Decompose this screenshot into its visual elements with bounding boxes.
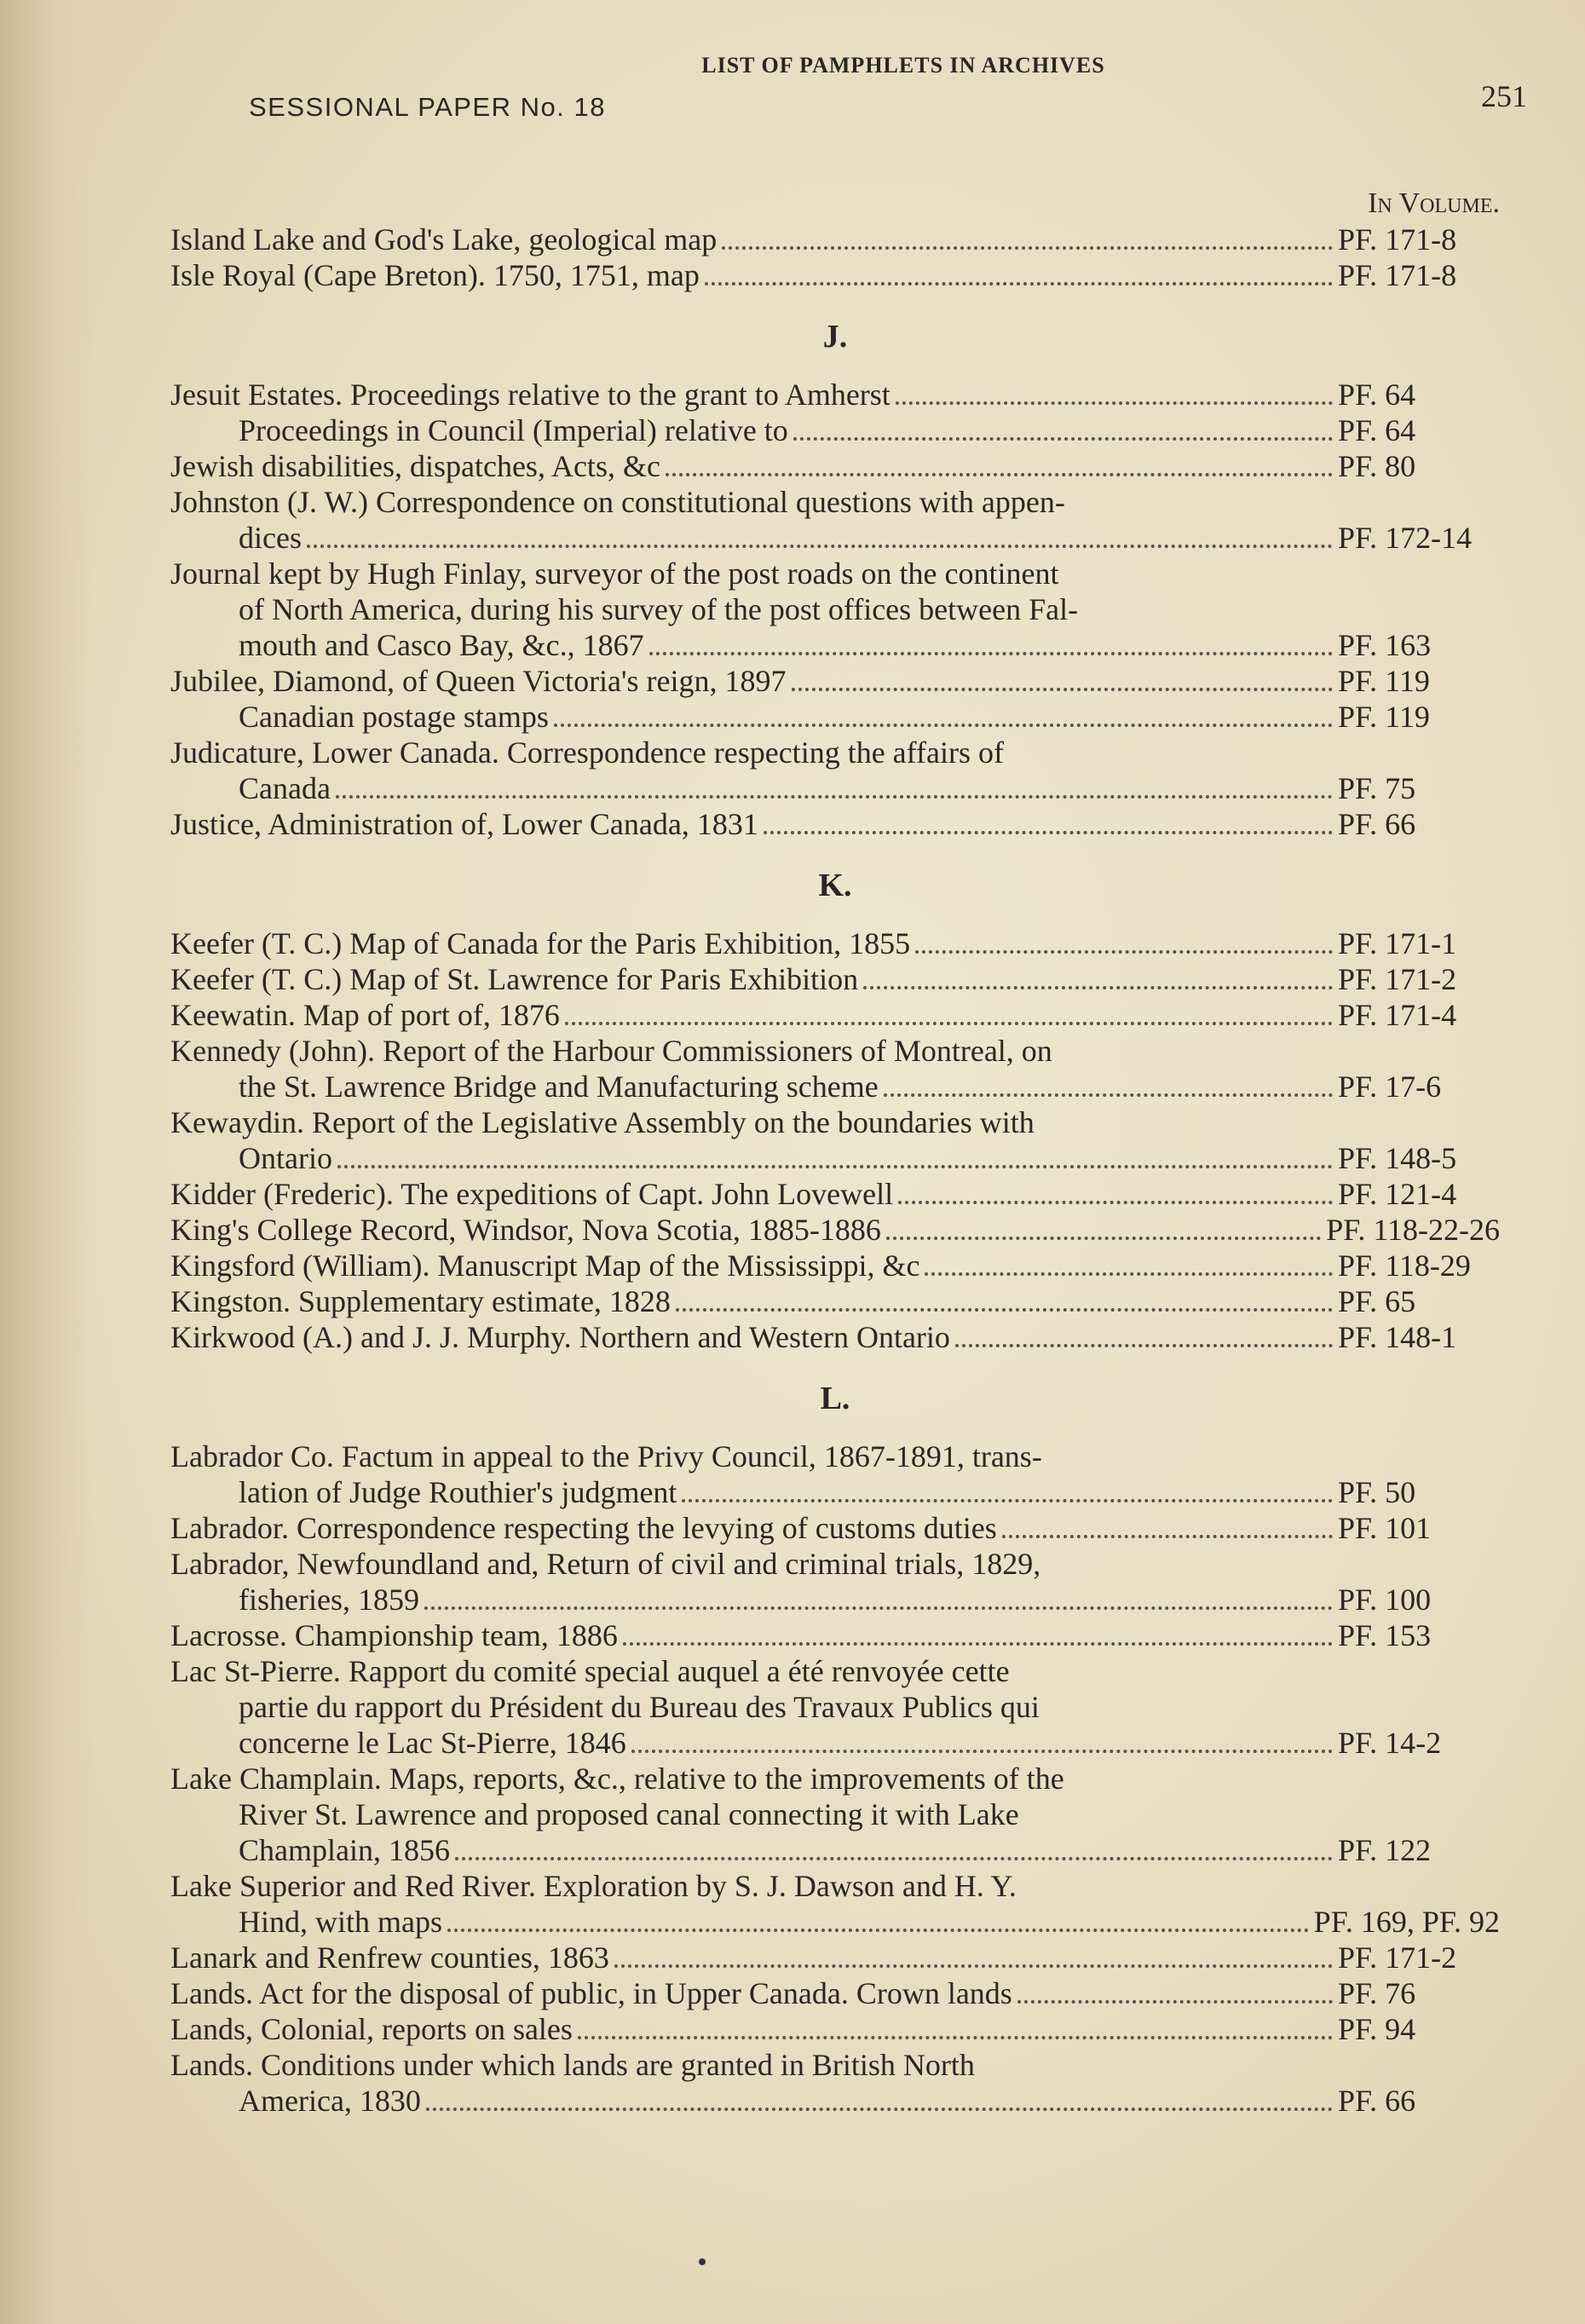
entry-text: Jewish disabilities, dispatches, Acts, &c	[170, 449, 660, 483]
volume-reference: PF. 100	[1338, 1583, 1432, 1617]
volume-reference: PF. 65	[1338, 1284, 1416, 1318]
section-letter: K.	[818, 868, 852, 903]
leader-dots	[915, 950, 1333, 954]
leader-dots	[631, 1750, 1333, 1753]
entry-line	[170, 1725, 1500, 1761]
entry-text: Ontario	[239, 1141, 332, 1175]
entry-text: Johnston (J. W.) Correspondence on constitutional questions with appen-	[170, 485, 1065, 519]
volume-reference: PF. 171-4	[1338, 998, 1457, 1032]
entry-line	[170, 257, 1500, 293]
entry-text: Lake Superior and Red River. Exploration by S. J. Dawson and H. Y.	[170, 1869, 1017, 1903]
entry-line	[170, 1975, 1500, 2011]
entry-text: Isle Royal (Cape Breton). 1750, 1751, map	[170, 258, 700, 292]
volume-reference: PF. 171-2	[1338, 962, 1457, 996]
entry-text: Kirkwood (A.) and J. J. Murphy. Northern and Western Ontario	[170, 1320, 950, 1354]
index-sections	[170, 222, 1500, 2119]
leader-dots	[792, 688, 1334, 691]
index-entry	[170, 926, 1500, 961]
volume-reference: PF. 171-8	[1338, 222, 1457, 257]
index-entry	[170, 961, 1500, 997]
leader-dots	[705, 282, 1333, 285]
leader-dots	[307, 545, 1333, 548]
entry-text: mouth and Casco Bay, &c., 1867	[239, 628, 644, 662]
entry-text: dices	[239, 521, 302, 555]
volume-reference: PF. 153	[1338, 1618, 1432, 1652]
volume-reference: PF. 121-4	[1338, 1177, 1457, 1211]
entry-text: Champlain, 1856	[239, 1833, 450, 1867]
entry-text: Kingston. Supplementary estimate, 1828	[170, 1284, 671, 1318]
volume-reference: PF. 119	[1338, 664, 1430, 698]
volume-reference: PF. 171-1	[1338, 926, 1457, 960]
volume-reference: PF. 101	[1338, 1511, 1432, 1545]
entry-line	[170, 1140, 1500, 1176]
volume-reference: PF. 171-8	[1338, 258, 1457, 292]
volume-reference: PF. 118-22-26	[1326, 1213, 1500, 1247]
entry-text: Canada	[239, 771, 331, 805]
entry-line	[170, 1439, 1500, 1474]
volume-reference: PF. 148-1	[1338, 1320, 1457, 1354]
leader-dots	[336, 795, 1333, 799]
entry-text: Proceedings in Council (Imperial) relative to	[239, 413, 788, 447]
leader-dots	[578, 2036, 1333, 2039]
leader-dots	[455, 1857, 1333, 1860]
section-letter: J.	[822, 319, 848, 355]
entry-line	[170, 1653, 1500, 1689]
index-entry	[170, 1439, 1500, 1510]
index-content	[170, 186, 1500, 2119]
leader-dots	[863, 986, 1333, 989]
index-entry	[170, 1033, 1500, 1104]
page-number: 251	[1481, 79, 1527, 113]
index-entry	[170, 2011, 1500, 2047]
entry-text: America, 1830	[239, 2084, 421, 2118]
entry-line	[170, 699, 1500, 735]
sessional-paper-label: SESSIONAL PAPER No. 18	[249, 92, 606, 122]
entry-text: Canadian postage stamps	[239, 700, 549, 734]
volume-reference: PF. 66	[1338, 807, 1416, 841]
index-entry	[170, 556, 1500, 663]
entry-line	[170, 1796, 1500, 1832]
leader-dots	[666, 473, 1333, 476]
index-entry	[170, 1510, 1500, 1546]
index-entry	[170, 1618, 1500, 1653]
entry-line	[170, 1832, 1500, 1868]
index-entry	[170, 1176, 1500, 1212]
index-entry	[170, 1546, 1500, 1618]
index-entry	[170, 1283, 1500, 1319]
entry-text: Labrador Co. Factum in appeal to the Privy Council, 1867-1891, trans-	[170, 1439, 1042, 1473]
index-entry	[170, 663, 1500, 699]
leader-dots	[884, 1093, 1333, 1097]
entry-text: Keefer (T. C.) Map of Canada for the Paris Exhibition, 1855	[170, 926, 911, 960]
volume-reference: PF. 169, PF. 92	[1313, 1905, 1500, 1939]
entry-text: Labrador, Newfoundland and, Return of civil and criminal trials, 1829,	[170, 1547, 1041, 1581]
index-entry	[170, 1761, 1500, 1868]
entry-text: River St. Lawrence and proposed canal connecting it with Lake	[239, 1797, 1019, 1831]
entry-line	[170, 663, 1500, 699]
entry-line	[170, 520, 1500, 556]
entry-line	[170, 2011, 1500, 2047]
entry-line	[170, 448, 1500, 484]
entry-text: Judicature, Lower Canada. Correspondence respecting the affairs of	[170, 735, 1004, 770]
volume-reference: PF. 80	[1338, 449, 1416, 483]
leader-dots	[896, 401, 1333, 405]
entry-line	[170, 627, 1500, 663]
entry-line	[170, 1582, 1500, 1618]
entry-line	[170, 735, 1500, 770]
leader-dots	[898, 1201, 1333, 1204]
leader-dots	[722, 246, 1333, 250]
page-speck	[699, 2258, 706, 2265]
index-entry	[170, 735, 1500, 806]
leader-dots	[682, 1499, 1333, 1502]
index-entry	[170, 1248, 1500, 1283]
leader-dots	[565, 1022, 1333, 1025]
entry-line	[170, 1904, 1500, 1940]
volume-reference: PF. 14-2	[1338, 1726, 1442, 1760]
entry-line	[170, 1319, 1500, 1355]
entry-text: Island Lake and God's Lake, geological map	[170, 222, 718, 257]
volume-reference: PF. 118-29	[1338, 1249, 1471, 1283]
entry-line	[170, 1940, 1500, 1975]
entry-line	[170, 806, 1500, 842]
entry-text: fisheries, 1859	[239, 1583, 419, 1617]
entry-text: Kennedy (John). Report of the Harbour Commissioners of Montreal, on	[170, 1034, 1052, 1068]
index-entry	[170, 1653, 1500, 1761]
volume-reference: PF. 122	[1338, 1833, 1432, 1867]
entry-line	[170, 1283, 1500, 1319]
entry-line	[170, 1761, 1500, 1796]
entry-text: Labrador. Correspondence respecting the levying of customs duties	[170, 1511, 997, 1545]
leader-dots	[1017, 2000, 1333, 2004]
volume-reference: PF. 50	[1338, 1475, 1416, 1509]
index-entry	[170, 806, 1500, 842]
entry-text: Keefer (T. C.) Map of St. Lawrence for Paris Exhibition	[170, 962, 859, 996]
entry-text: Keewatin. Map of port of, 1876	[170, 998, 560, 1032]
entry-line	[170, 770, 1500, 806]
entry-text: Lacrosse. Championship team, 1886	[170, 1618, 618, 1652]
entry-text: Lake Champlain. Maps, reports, &c., relative to the improvements of the	[170, 1762, 1064, 1796]
entry-text: Kidder (Frederic). The expeditions of Capt. John Lovewell	[170, 1177, 894, 1211]
leader-dots	[886, 1237, 1321, 1240]
index-section	[170, 319, 1500, 842]
entry-line	[170, 377, 1500, 412]
volume-reference: PF. 119	[1338, 700, 1430, 734]
leader-dots	[955, 1344, 1333, 1347]
index-entry	[170, 699, 1500, 735]
index-entry	[170, 222, 1500, 257]
leader-dots	[447, 1929, 1309, 1932]
volume-reference: PF. 64	[1338, 378, 1416, 412]
index-entry	[170, 1319, 1500, 1355]
index-entry	[170, 1940, 1500, 1975]
leader-dots	[337, 1165, 1333, 1168]
entry-line	[170, 1618, 1500, 1653]
entry-line	[170, 1474, 1500, 1510]
entry-text: Lac St-Pierre. Rapport du comité special auquel a été renvoyée cette	[170, 1654, 1010, 1688]
entry-line	[170, 961, 1500, 997]
index-entry	[170, 1104, 1500, 1176]
index-entry	[170, 377, 1500, 412]
entry-text: Lands, Colonial, reports on sales	[170, 2012, 573, 2046]
index-entry	[170, 2047, 1500, 2119]
entry-text: Journal kept by Hugh Finlay, surveyor of the post roads on the continent	[170, 556, 1059, 591]
entry-text: Hind, with maps	[239, 1905, 442, 1939]
entry-line	[170, 412, 1500, 448]
leader-dots	[1002, 1535, 1333, 1538]
entry-text: Jubilee, Diamond, of Queen Victoria's reign, 1897	[170, 664, 787, 698]
volume-reference: PF. 66	[1338, 2084, 1416, 2118]
entry-line	[170, 1212, 1500, 1248]
volume-reference: PF. 17-6	[1338, 1070, 1442, 1104]
index-section	[170, 222, 1500, 293]
volume-reference: PF. 94	[1338, 2012, 1416, 2046]
entry-line	[170, 1248, 1500, 1283]
leader-dots	[649, 652, 1333, 655]
entry-line	[170, 591, 1500, 627]
running-title: LIST OF PAMPHLETS IN ARCHIVES	[701, 53, 1105, 78]
index-section	[170, 868, 1500, 1355]
index-entry	[170, 1212, 1500, 1248]
column-heading: In Volume.	[1368, 187, 1500, 219]
entry-line	[170, 556, 1500, 591]
entry-line	[170, 1069, 1500, 1104]
index-entry	[170, 257, 1500, 293]
entry-line	[170, 1033, 1500, 1069]
entry-text: Jesuit Estates. Proceedings relative to the grant to Amherst	[170, 378, 890, 412]
entry-text: Lands. Conditions under which lands are granted in British North	[170, 2048, 975, 2082]
entry-line	[170, 1868, 1500, 1904]
entry-line	[170, 2047, 1500, 2083]
volume-reference: PF. 64	[1338, 413, 1416, 447]
entry-line	[170, 1104, 1500, 1140]
entry-text: Lanark and Renfrew counties, 1863	[170, 1941, 609, 1975]
entry-line	[170, 484, 1500, 520]
entry-text: Justice, Administration of, Lower Canada, 1831	[170, 807, 758, 841]
leader-dots	[623, 1642, 1333, 1646]
entry-text: of North America, during his survey of the post offices between Fal-	[239, 592, 1079, 626]
entry-line	[170, 1546, 1500, 1582]
index-entry	[170, 997, 1500, 1033]
entry-line	[170, 2083, 1500, 2119]
index-entry	[170, 1868, 1500, 1940]
entry-text: Kingsford (William). Manuscript Map of the Mississippi, &c	[170, 1249, 920, 1283]
binding-gutter	[0, 0, 94, 2324]
index-entry	[170, 1975, 1500, 2011]
index-entry	[170, 484, 1500, 556]
entry-line	[170, 1176, 1500, 1212]
entry-text: concerne le Lac St-Pierre, 1846	[239, 1726, 626, 1760]
leader-dots	[426, 2108, 1333, 2111]
leader-dots	[424, 1606, 1333, 1610]
entry-line	[170, 926, 1500, 961]
leader-dots	[676, 1308, 1333, 1312]
leader-dots	[925, 1272, 1333, 1276]
volume-reference: PF. 172-14	[1338, 521, 1473, 555]
volume-reference: PF. 171-2	[1338, 1941, 1457, 1975]
entry-line	[170, 1689, 1500, 1725]
index-entry	[170, 412, 1500, 448]
entry-text: Kewaydin. Report of the Legislative Assembly on the boundaries with	[170, 1105, 1035, 1139]
volume-reference: PF. 148-5	[1338, 1141, 1457, 1175]
entry-text: partie du rapport du Président du Bureau des Travaux Publics qui	[239, 1690, 1040, 1724]
entry-text: the St. Lawrence Bridge and Manufacturing scheme	[239, 1070, 879, 1104]
entry-text: Lands. Act for the disposal of public, in Upper Canada. Crown lands	[170, 1976, 1012, 2010]
entry-line	[170, 222, 1500, 257]
volume-reference: PF. 75	[1338, 771, 1416, 805]
leader-dots	[764, 831, 1333, 834]
entry-line	[170, 997, 1500, 1033]
entry-line	[170, 1510, 1500, 1546]
volume-reference: PF. 76	[1338, 1976, 1416, 2010]
leader-dots	[614, 1964, 1333, 1968]
entry-text: King's College Record, Windsor, Nova Scotia, 1885-1886	[170, 1213, 881, 1247]
index-entry	[170, 448, 1500, 484]
entry-text: lation of Judge Routhier's judgment	[239, 1475, 677, 1509]
leader-dots	[554, 724, 1333, 727]
volume-reference: PF. 163	[1338, 628, 1432, 662]
leader-dots	[793, 437, 1333, 441]
section-letter: L.	[820, 1381, 850, 1416]
index-section	[170, 1381, 1500, 2119]
